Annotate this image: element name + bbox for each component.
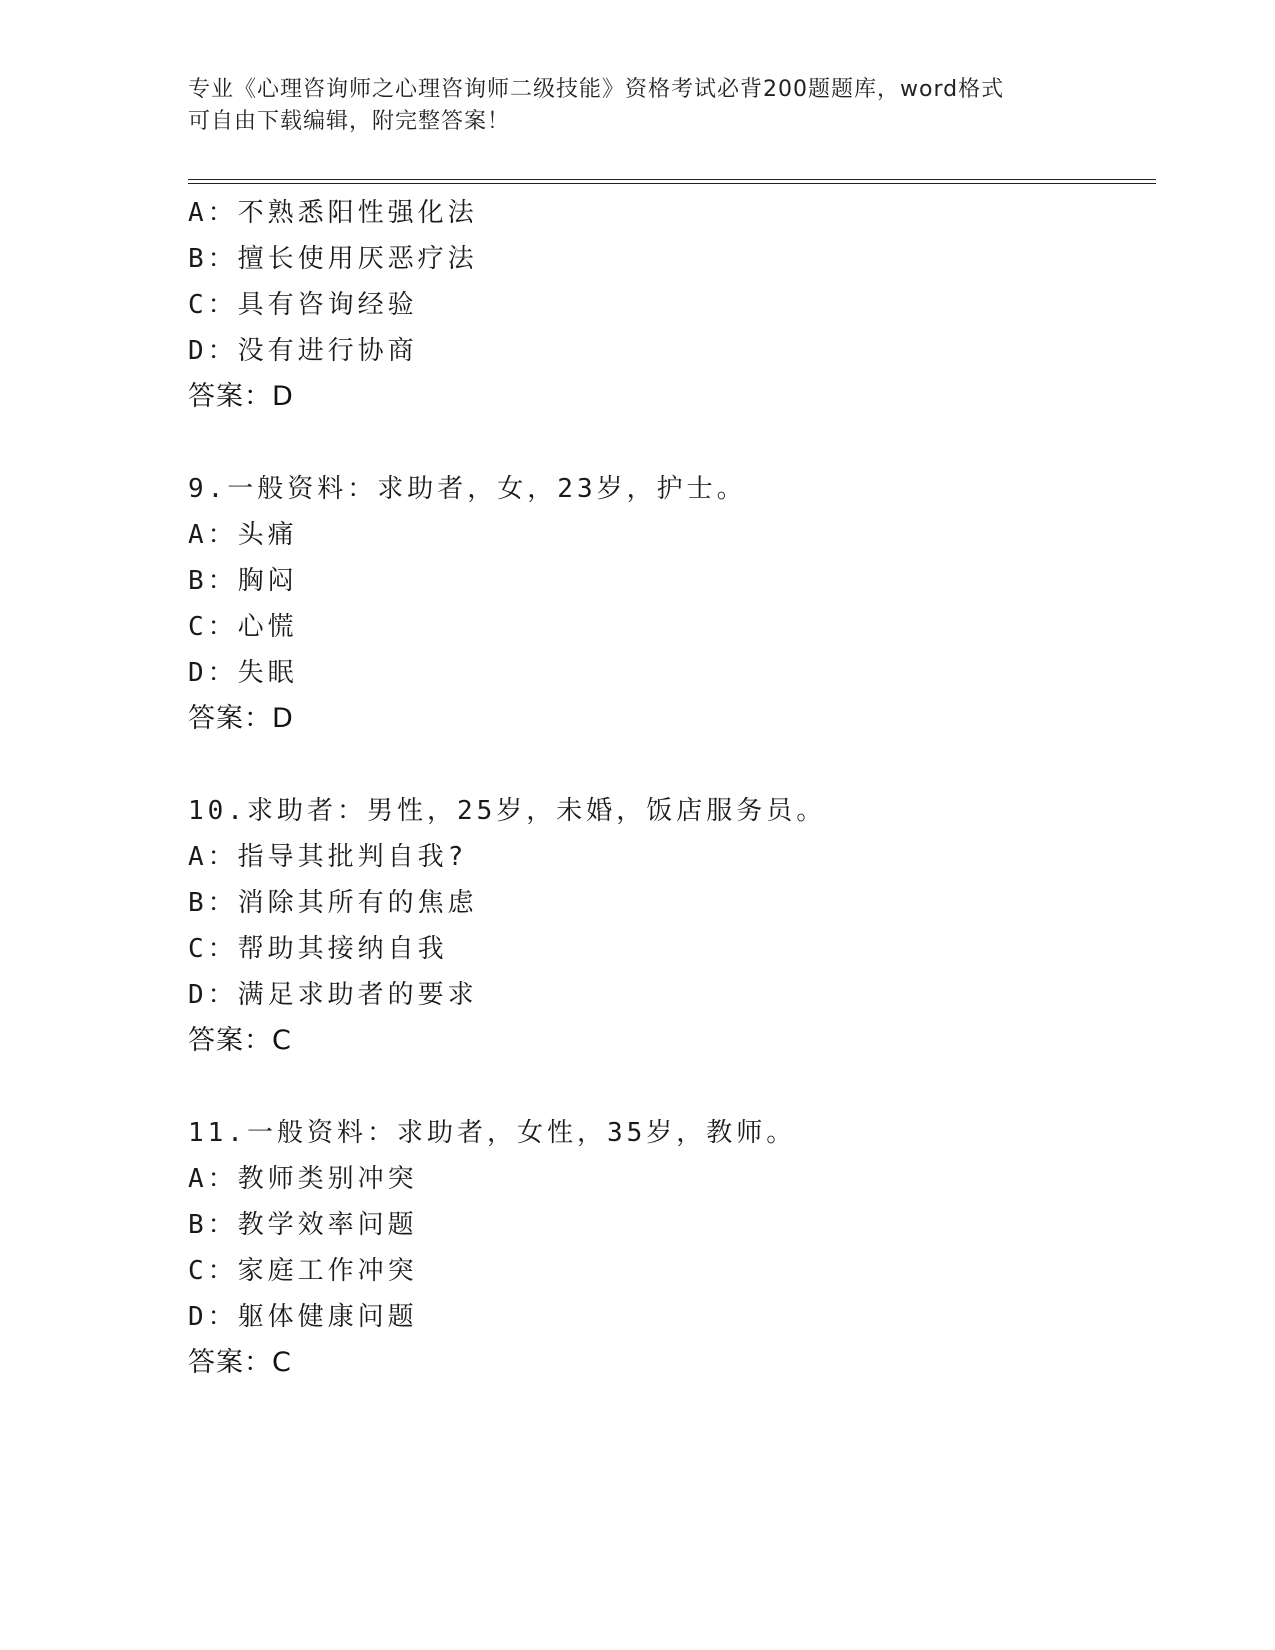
question-text: 9.一般资料：求助者，女，23岁，护士。 [188, 474, 747, 504]
option-c: C：帮助其接纳自我 [188, 934, 448, 964]
option-b: B：消除其所有的焦虑 [188, 888, 478, 918]
answer: 答案：D [188, 703, 294, 734]
document-header [188, 74, 1088, 138]
answer: 答案：D [188, 381, 294, 412]
header-divider-bottom [188, 183, 1156, 184]
question-text: 10.求助者：男性，25岁，未婚，饭店服务员。 [188, 796, 827, 826]
option-a: A：不熟悉阳性强化法 [188, 198, 478, 228]
option-d: D：失眠 [188, 658, 298, 688]
header-line-2: 可自由下载编辑，附完整答案！ [188, 109, 511, 134]
option-b: B：胸闷 [188, 566, 298, 596]
header-line-1: 专业《心理咨询师之心理咨询师二级技能》资格考试必背200题题库，word格式 [188, 77, 1005, 102]
option-b: B：擅长使用厌恶疗法 [188, 244, 478, 274]
option-c: C：具有咨询经验 [188, 290, 418, 320]
answer: 答案：C [188, 1347, 292, 1378]
question-list [188, 190, 1156, 1386]
option-a: A：教师类别冲突 [188, 1164, 418, 1194]
question-block-11 [188, 1110, 1156, 1386]
question-block-10 [188, 788, 1156, 1064]
option-a: A：指导其批判自我? [188, 842, 468, 872]
header-divider-top [188, 179, 1156, 180]
question-block-9 [188, 466, 1156, 742]
option-d: D：满足求助者的要求 [188, 980, 478, 1010]
spacer [188, 420, 1156, 466]
answer: 答案：C [188, 1025, 292, 1056]
question-text: 11.一般资料：求助者，女性，35岁，教师。 [188, 1118, 797, 1148]
spacer [188, 1064, 1156, 1110]
question-block-8 [188, 190, 1156, 420]
option-c: C：心慌 [188, 612, 298, 642]
option-a: A：头痛 [188, 520, 298, 550]
option-b: B：教学效率问题 [188, 1210, 418, 1240]
option-d: D：躯体健康问题 [188, 1302, 418, 1332]
option-c: C：家庭工作冲突 [188, 1256, 418, 1286]
option-d: D：没有进行协商 [188, 336, 418, 366]
spacer [188, 742, 1156, 788]
